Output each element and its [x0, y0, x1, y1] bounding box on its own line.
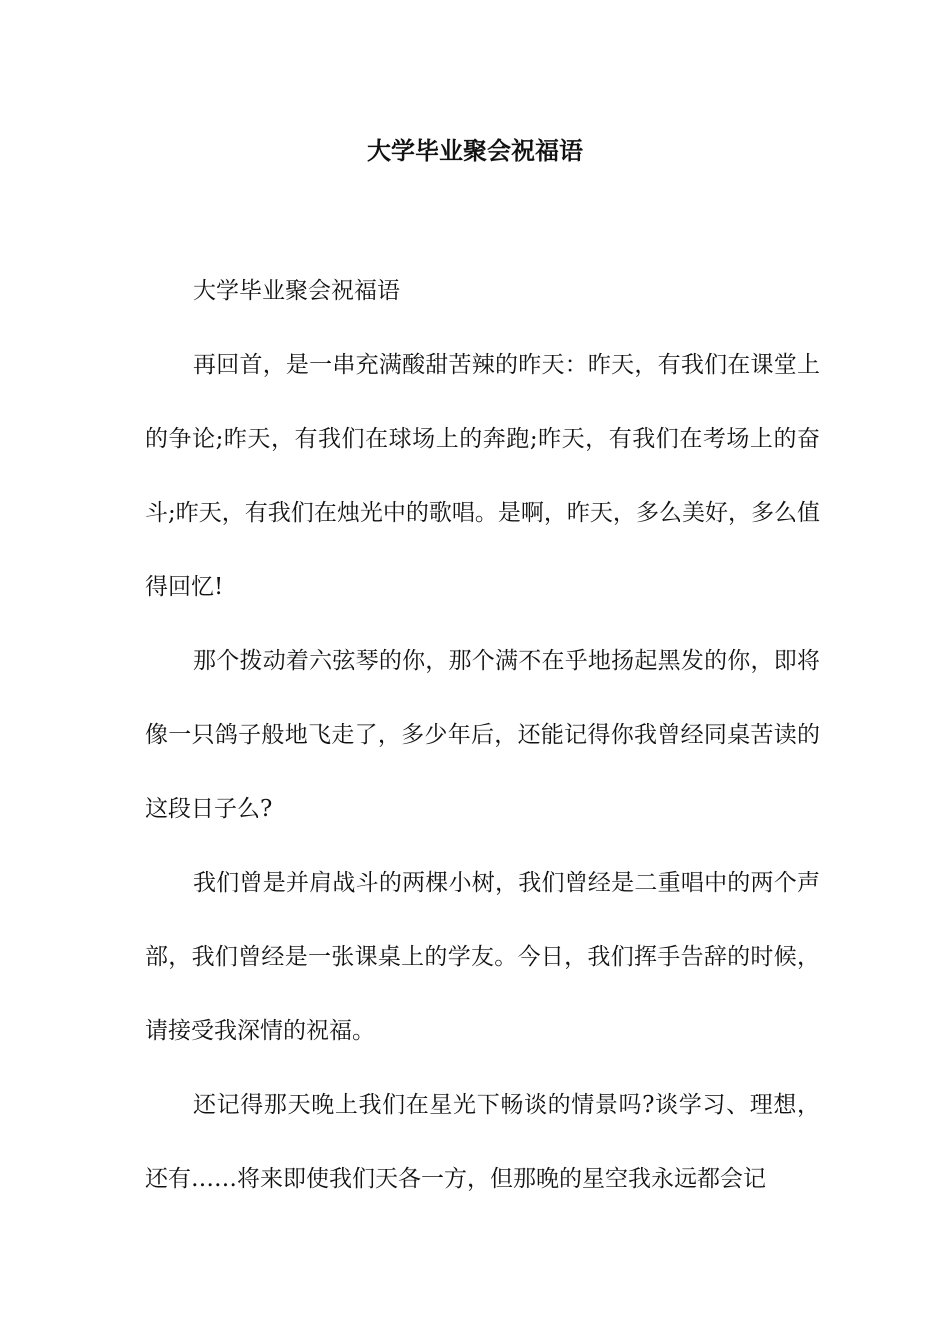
paragraph-subtitle: 大学毕业聚会祝福语	[193, 278, 400, 304]
paragraph-4: 还记得那天晚上我们在星光下畅谈的情景吗?谈学习、理想，还有……将来即使我们天各一方，但那晚的星空我永远都会记	[145, 1092, 820, 1192]
document-body	[145, 254, 820, 1216]
paragraph-1: 再回首，是一串充满酸甜苦辣的昨天：昨天，有我们在课堂上的争论;昨天，有我们在球场上的奔跑;昨天，有我们在考场上的奋斗;昨天，有我们在烛光中的歌唱。是啊，昨天，多么美好，多么值得回忆!	[145, 352, 820, 600]
paragraph-2: 那个拨动着六弦琴的你，那个满不在乎地扬起黑发的你，即将像一只鸽子般地飞走了，多少年后，还能记得你我曾经同桌苦读的这段日子么?	[145, 648, 820, 822]
document-title: 大学毕业聚会祝福语	[367, 136, 583, 165]
paragraph-3: 我们曾是并肩战斗的两棵小树，我们曾经是二重唱中的两个声部，我们曾经是一张课桌上的学友。今日，我们挥手告辞的时候，请接受我深情的祝福。	[145, 870, 820, 1044]
